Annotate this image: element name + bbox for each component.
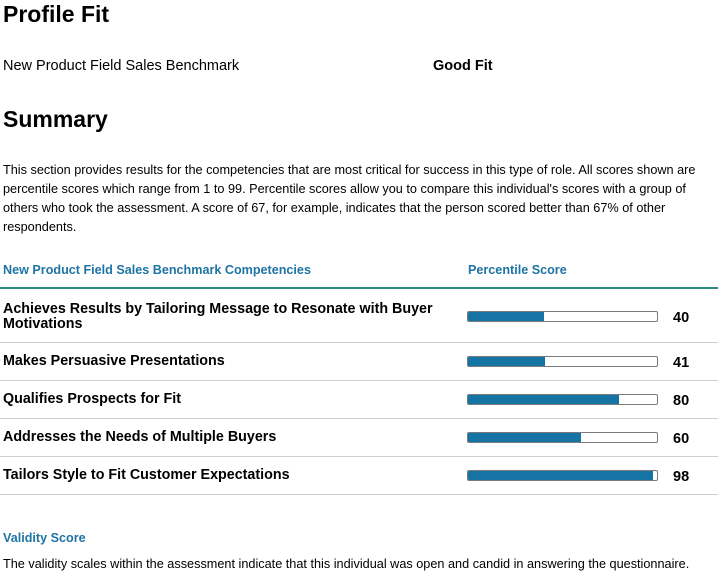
benchmark-name: New Product Field Sales Benchmark: [3, 58, 240, 74]
competency-score: 41: [673, 355, 690, 371]
competency-row: [0, 343, 718, 381]
score-bar-fill: [468, 433, 581, 442]
competencies-column-header: New Product Field Sales Benchmark Competencies: [3, 263, 311, 277]
competencies-table: [0, 293, 718, 495]
score-bar-fill: [468, 471, 653, 480]
summary-title: Summary: [3, 106, 108, 132]
score-bar: [467, 311, 658, 322]
score-bar-fill: [468, 357, 545, 366]
score-bar: [467, 470, 658, 481]
profile-fit-title: Profile Fit: [3, 1, 110, 27]
competency-score: 60: [673, 431, 690, 447]
competency-name: Qualifies Prospects for Fit: [3, 391, 181, 407]
competency-score: 80: [673, 393, 690, 409]
competency-row: [0, 381, 718, 419]
summary-description: This section provides results for the competencies that are most critical for success in this type of role. All scores shown are percentile scores which range from 1 to 99. Percentile scores allow you to compare this individual's scores with a group of others who took the assessment. A score of 67, for example, indicates that the person scored better than 67% of other respondents.: [3, 163, 696, 234]
score-bar: [467, 394, 658, 405]
competency-name: Achieves Results by Tailoring Message to Resonate with Buyer Motivations: [3, 301, 433, 332]
score-bar: [467, 432, 658, 443]
validity-score-text: The validity scales within the assessment indicate that this individual was open and candid in answering the questionnaire.: [3, 557, 690, 571]
competency-score: 40: [673, 310, 690, 326]
validity-score-title: Validity Score: [3, 531, 86, 545]
competency-name: Makes Persuasive Presentations: [3, 353, 225, 369]
competency-score: 98: [673, 469, 690, 485]
percentile-score-column-header: Percentile Score: [468, 263, 567, 277]
competencies-table-header: [0, 261, 718, 289]
competency-row: [0, 293, 718, 343]
competency-name: Tailors Style to Fit Customer Expectations: [3, 467, 290, 483]
competency-row: [0, 457, 718, 495]
competency-name: Addresses the Needs of Multiple Buyers: [3, 429, 277, 445]
fit-label: Good Fit: [433, 58, 493, 74]
competency-row: [0, 419, 718, 457]
score-bar-fill: [468, 312, 544, 321]
score-bar-fill: [468, 395, 619, 404]
score-bar: [467, 356, 658, 367]
